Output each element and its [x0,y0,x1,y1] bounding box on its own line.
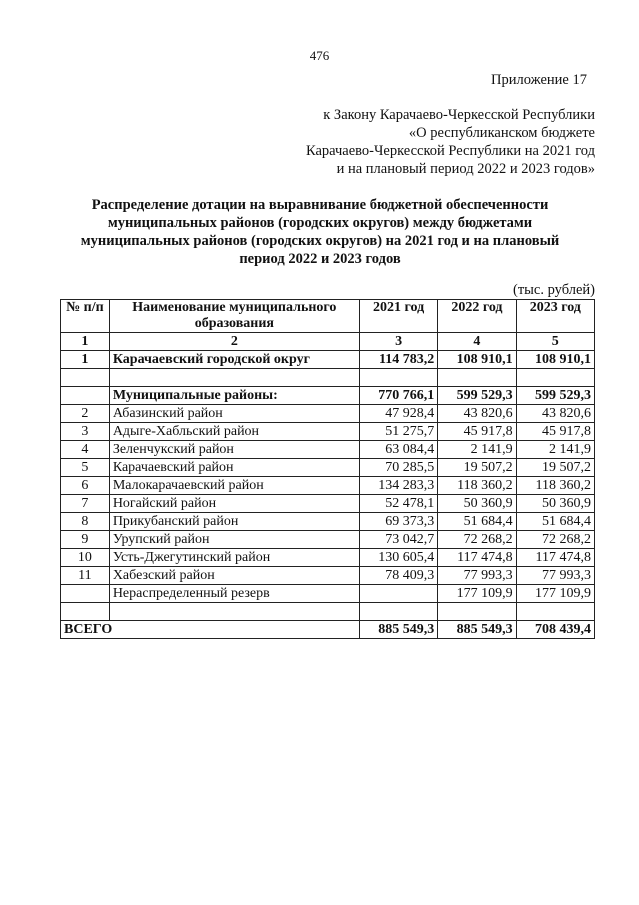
row-num: 3 [61,423,110,441]
row-name: Карачаевский район [109,459,359,477]
table-header-row [61,300,595,333]
value-2022: 118 360,2 [438,477,516,495]
value-2023: 51 684,4 [516,513,594,531]
row-name: Адыге-Хабльский район [109,423,359,441]
value-2022: 77 993,3 [438,567,516,585]
value-2022: 885 549,3 [438,621,516,639]
value-2021: 70 285,5 [359,459,437,477]
value-2021: 52 478,1 [359,495,437,513]
value-2023: 177 109,9 [516,585,594,603]
header-num: № п/п [61,300,110,333]
value-2023: 108 910,1 [516,351,594,369]
value-2022: 177 109,9 [438,585,516,603]
row-name: Усть-Джегутинский район [109,549,359,567]
value-2021: 73 042,7 [359,531,437,549]
row-num: 1 [61,351,110,369]
district-row [61,441,595,459]
value-2022: 43 820,6 [438,405,516,423]
row-name: Малокарачаевский район [109,477,359,495]
value-2021: 47 928,4 [359,405,437,423]
empty-row [61,603,595,621]
law-reference [306,106,595,178]
index-cell: 5 [516,333,594,351]
index-cell: 3 [359,333,437,351]
value-2021: 69 373,3 [359,513,437,531]
grand-total-row [61,621,595,639]
row-name: Урупский район [109,531,359,549]
value-2023: 599 529,3 [516,387,594,405]
row-name: Абазинский район [109,405,359,423]
row-num: 10 [61,549,110,567]
index-cell: 1 [61,333,110,351]
value-2022: 2 141,9 [438,441,516,459]
district-row [61,549,595,567]
district-row [61,495,595,513]
value-2021: 51 275,7 [359,423,437,441]
value-2023: 50 360,9 [516,495,594,513]
value-2023: 2 141,9 [516,441,594,459]
row-num: 5 [61,459,110,477]
city-row [61,351,595,369]
appendix-label: Приложение 17 [491,72,587,88]
value-2021: 770 766,1 [359,387,437,405]
row-num: 8 [61,513,110,531]
districts-total-row [61,387,595,405]
row-num: 9 [61,531,110,549]
district-row [61,513,595,531]
law-reference-line: и на плановый период 2022 и 2023 годов» [336,161,595,177]
district-row [61,459,595,477]
district-row [61,405,595,423]
district-row [61,531,595,549]
document-title: Распределение дотации на выравнивание бюджетной обеспеченности муниципальных районов (городских округов) между бюджетами муниципальных районов (городских округов) на 2021 год и на плановый период 2022 и 2023 годов [80,197,560,267]
law-reference-line: Карачаево-Черкесской Республики на 2021 год [305,143,595,159]
row-num: 2 [61,405,110,423]
row-num: 7 [61,495,110,513]
page-number: 476 [309,48,330,63]
row-name: Муниципальные районы: [109,387,359,405]
value-2021: 885 549,3 [359,621,437,639]
value-2022: 72 268,2 [438,531,516,549]
row-name: Нераспределенный резерв [109,585,359,603]
value-2022: 19 507,2 [438,459,516,477]
column-index-row [61,333,595,351]
index-cell: 2 [109,333,359,351]
value-2022: 117 474,8 [438,549,516,567]
value-2021: 63 084,4 [359,441,437,459]
value-2023: 45 917,8 [516,423,594,441]
law-reference-line: к Закону Карачаево-Черкесской Республики [323,107,595,123]
row-num: 11 [61,567,110,585]
header-name: Наименование муниципального образования [109,300,359,333]
value-2023: 19 507,2 [516,459,594,477]
budget-table [60,299,595,639]
value-2021: 134 283,3 [359,477,437,495]
district-row [61,567,595,585]
row-name: Ногайский район [109,495,359,513]
row-name: Карачаевский городской округ [109,351,359,369]
units-label: (тыс. рублей) [513,282,595,298]
reserve-row [61,585,595,603]
row-num: 6 [61,477,110,495]
row-name: Прикубанский район [109,513,359,531]
header-2021: 2021 год [359,300,437,333]
value-2023: 708 439,4 [516,621,594,639]
district-row [61,423,595,441]
total-label: ВСЕГО [61,621,360,639]
value-2023: 118 360,2 [516,477,594,495]
value-2023: 77 993,3 [516,567,594,585]
value-2023: 43 820,6 [516,405,594,423]
value-2021: 130 605,4 [359,549,437,567]
value-2023: 72 268,2 [516,531,594,549]
empty-row [61,369,595,387]
row-num: 4 [61,441,110,459]
value-2022: 50 360,9 [438,495,516,513]
value-2021: 78 409,3 [359,567,437,585]
value-2022: 599 529,3 [438,387,516,405]
district-row [61,477,595,495]
value-2021 [359,585,437,603]
row-name: Зеленчукский район [109,441,359,459]
row-name: Хабезский район [109,567,359,585]
value-2022: 51 684,4 [438,513,516,531]
value-2021: 114 783,2 [359,351,437,369]
value-2022: 108 910,1 [438,351,516,369]
value-2023: 117 474,8 [516,549,594,567]
law-reference-line: «О республиканском бюджете [408,125,595,141]
header-2023: 2023 год [516,300,594,333]
header-2022: 2022 год [438,300,516,333]
index-cell: 4 [438,333,516,351]
value-2022: 45 917,8 [438,423,516,441]
